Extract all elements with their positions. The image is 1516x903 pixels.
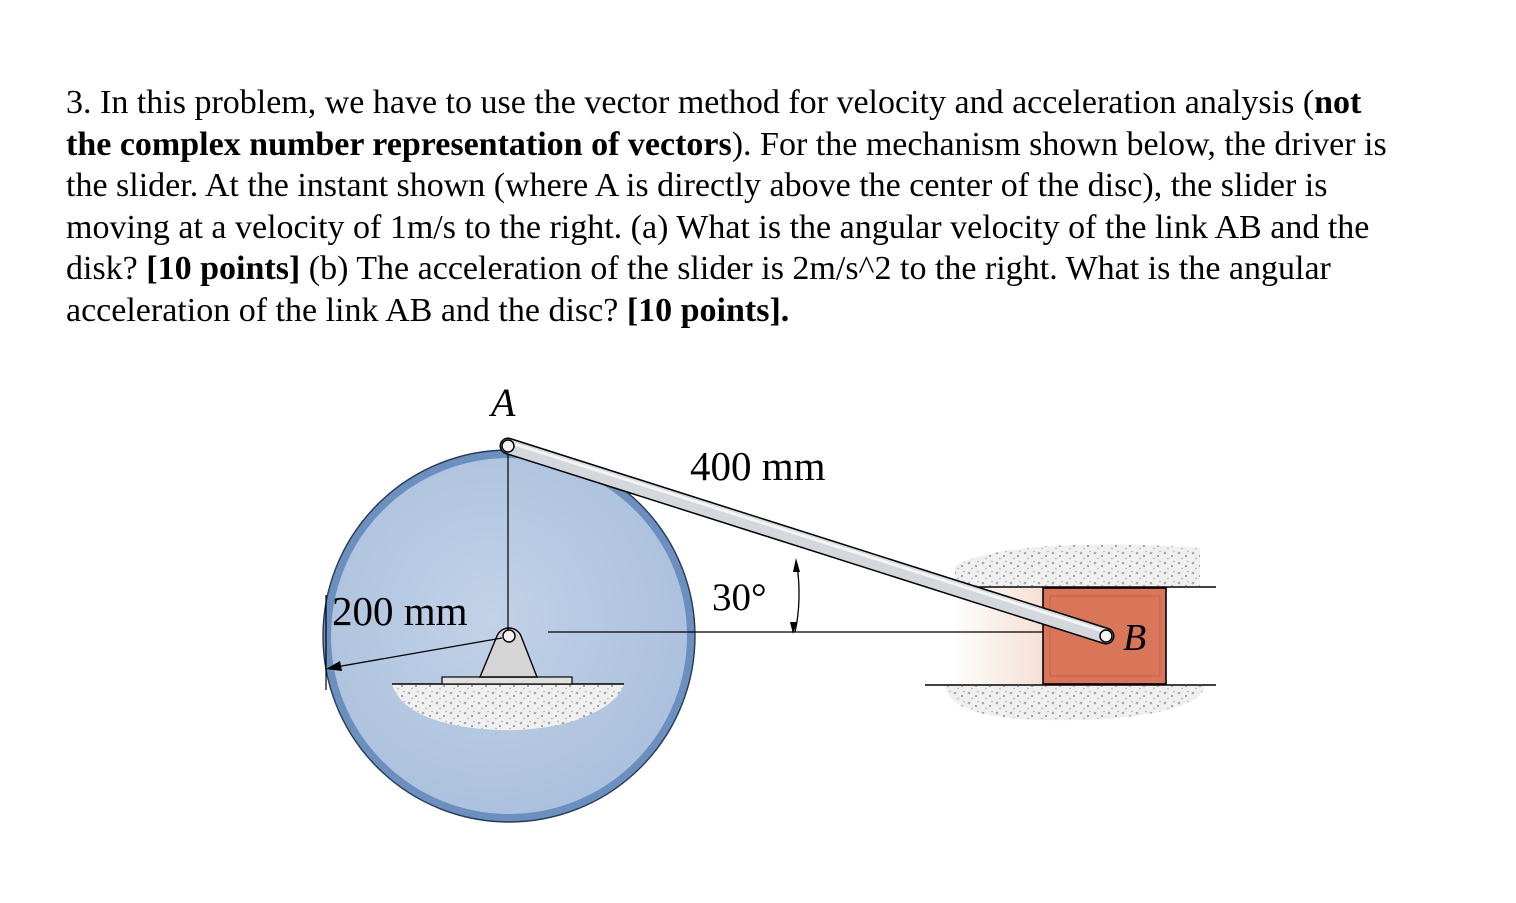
label-angle: 30° [712, 576, 767, 619]
problem-line-6: acceleration of the link AB and the disc? [10 points]. [66, 291, 790, 329]
upper-ground [955, 544, 1200, 586]
problem-line-5: disk? [10 points] (b) The acceleration of the slider is 2m/s^2 to the right. What is the angular [66, 250, 1331, 288]
label-b: B [1123, 617, 1147, 659]
problem-line-4: moving at a velocity of 1m/s to the right. (a) What is the angular velocity of the link AB and the [66, 208, 1370, 246]
pin-b [1100, 630, 1112, 642]
angle-arrowhead-top [793, 558, 800, 572]
problem-line-1: 3. In this problem, we have to use the vector method for velocity and acceleration analysis (not [66, 84, 1362, 121]
pin-a [502, 440, 514, 452]
problem-line-3: the slider. At the instant shown (where A is directly above the center of the disc), the slider is [66, 167, 1328, 205]
support-base [442, 677, 572, 684]
lower-ground [945, 686, 1205, 720]
label-a: A [491, 380, 516, 425]
problem-line-2: the complex number representation of vectors). For the mechanism shown below, the driver is [66, 125, 1387, 163]
label-link-length: 400 mm [690, 443, 826, 489]
center-pin [503, 630, 515, 642]
label-disc-radius: 200 mm [332, 588, 468, 634]
